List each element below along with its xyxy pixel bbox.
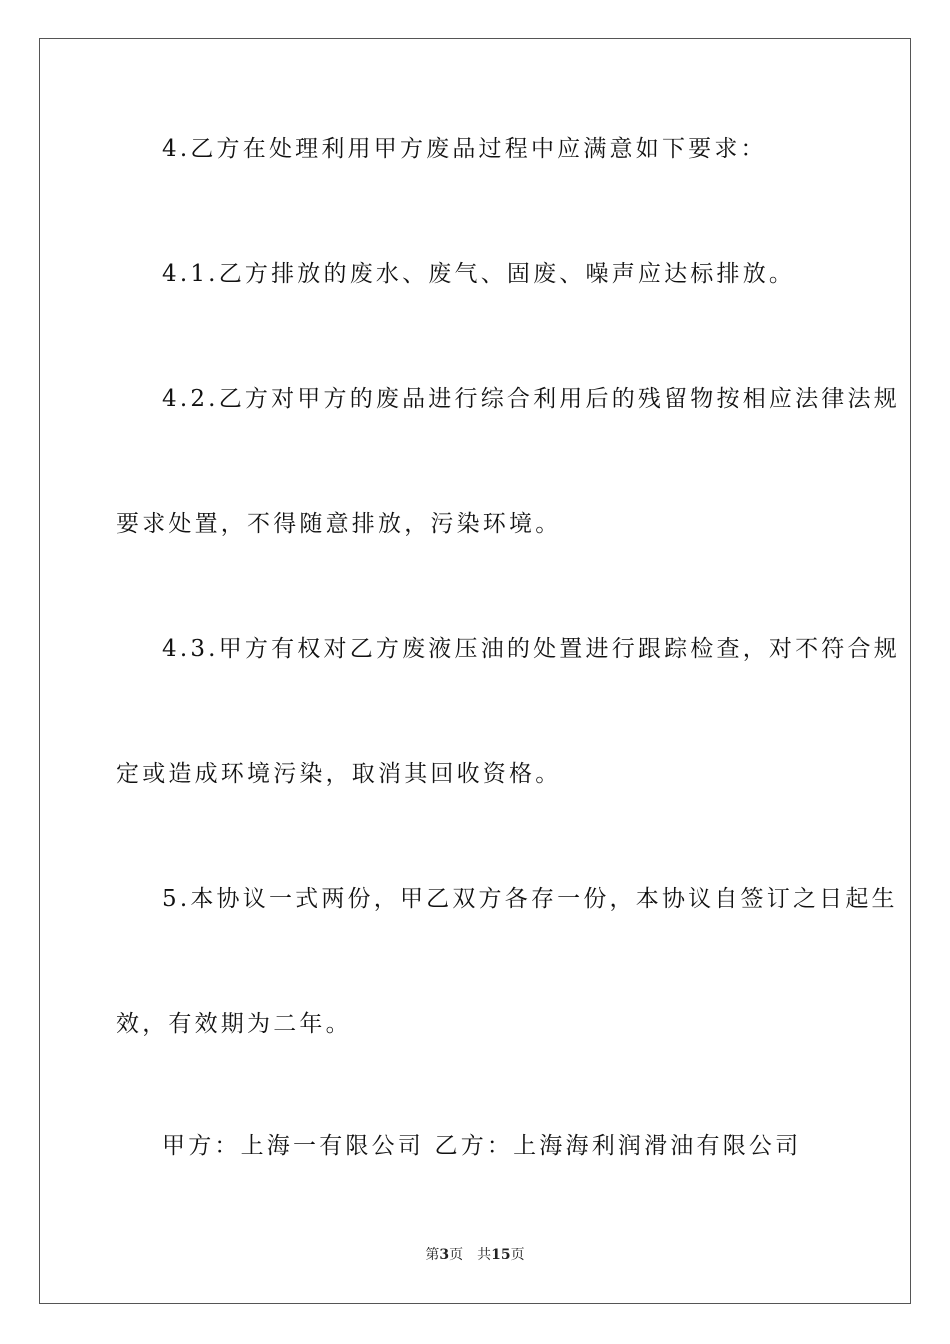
clause-4-heading: 4.乙方在处理利用甲方废品过程中应满意如下要求： [162,136,767,162]
signature-parties: 甲方：上海一有限公司 乙方：上海海利润滑油有限公司 [162,1133,802,1159]
total-prefix: 共 [477,1247,492,1263]
clause-4-1: 4.1.乙方排放的废水、废气、固废、噪声应达标排放。 [162,261,796,287]
total-suffix: 页 [510,1247,525,1263]
page-footer [0,1246,950,1264]
clause-5-line-2: 效，有效期为二年。 [116,1011,352,1037]
page-number: 3 [439,1247,450,1263]
page-frame [39,38,911,1304]
clause-4-3-line-2: 定或造成环境污染，取消其回收资格。 [116,761,562,787]
page-prefix: 第 [425,1247,440,1263]
clause-4-2-line-1: 4.2.乙方对甲方的废品进行综合利用后的残留物按相应法律法规 [162,386,900,412]
clause-4-2-line-2: 要求处置，不得随意排放，污染环境。 [116,511,562,537]
clause-4-3-line-1: 4.3.甲方有权对乙方废液压油的处置进行跟踪检查，对不符合规 [162,636,900,662]
total-pages: 15 [491,1247,511,1263]
page-suffix: 页 [449,1247,464,1263]
clause-5-line-1: 5.本协议一式两份，甲乙双方各存一份，本协议自签订之日起生 [162,886,898,912]
